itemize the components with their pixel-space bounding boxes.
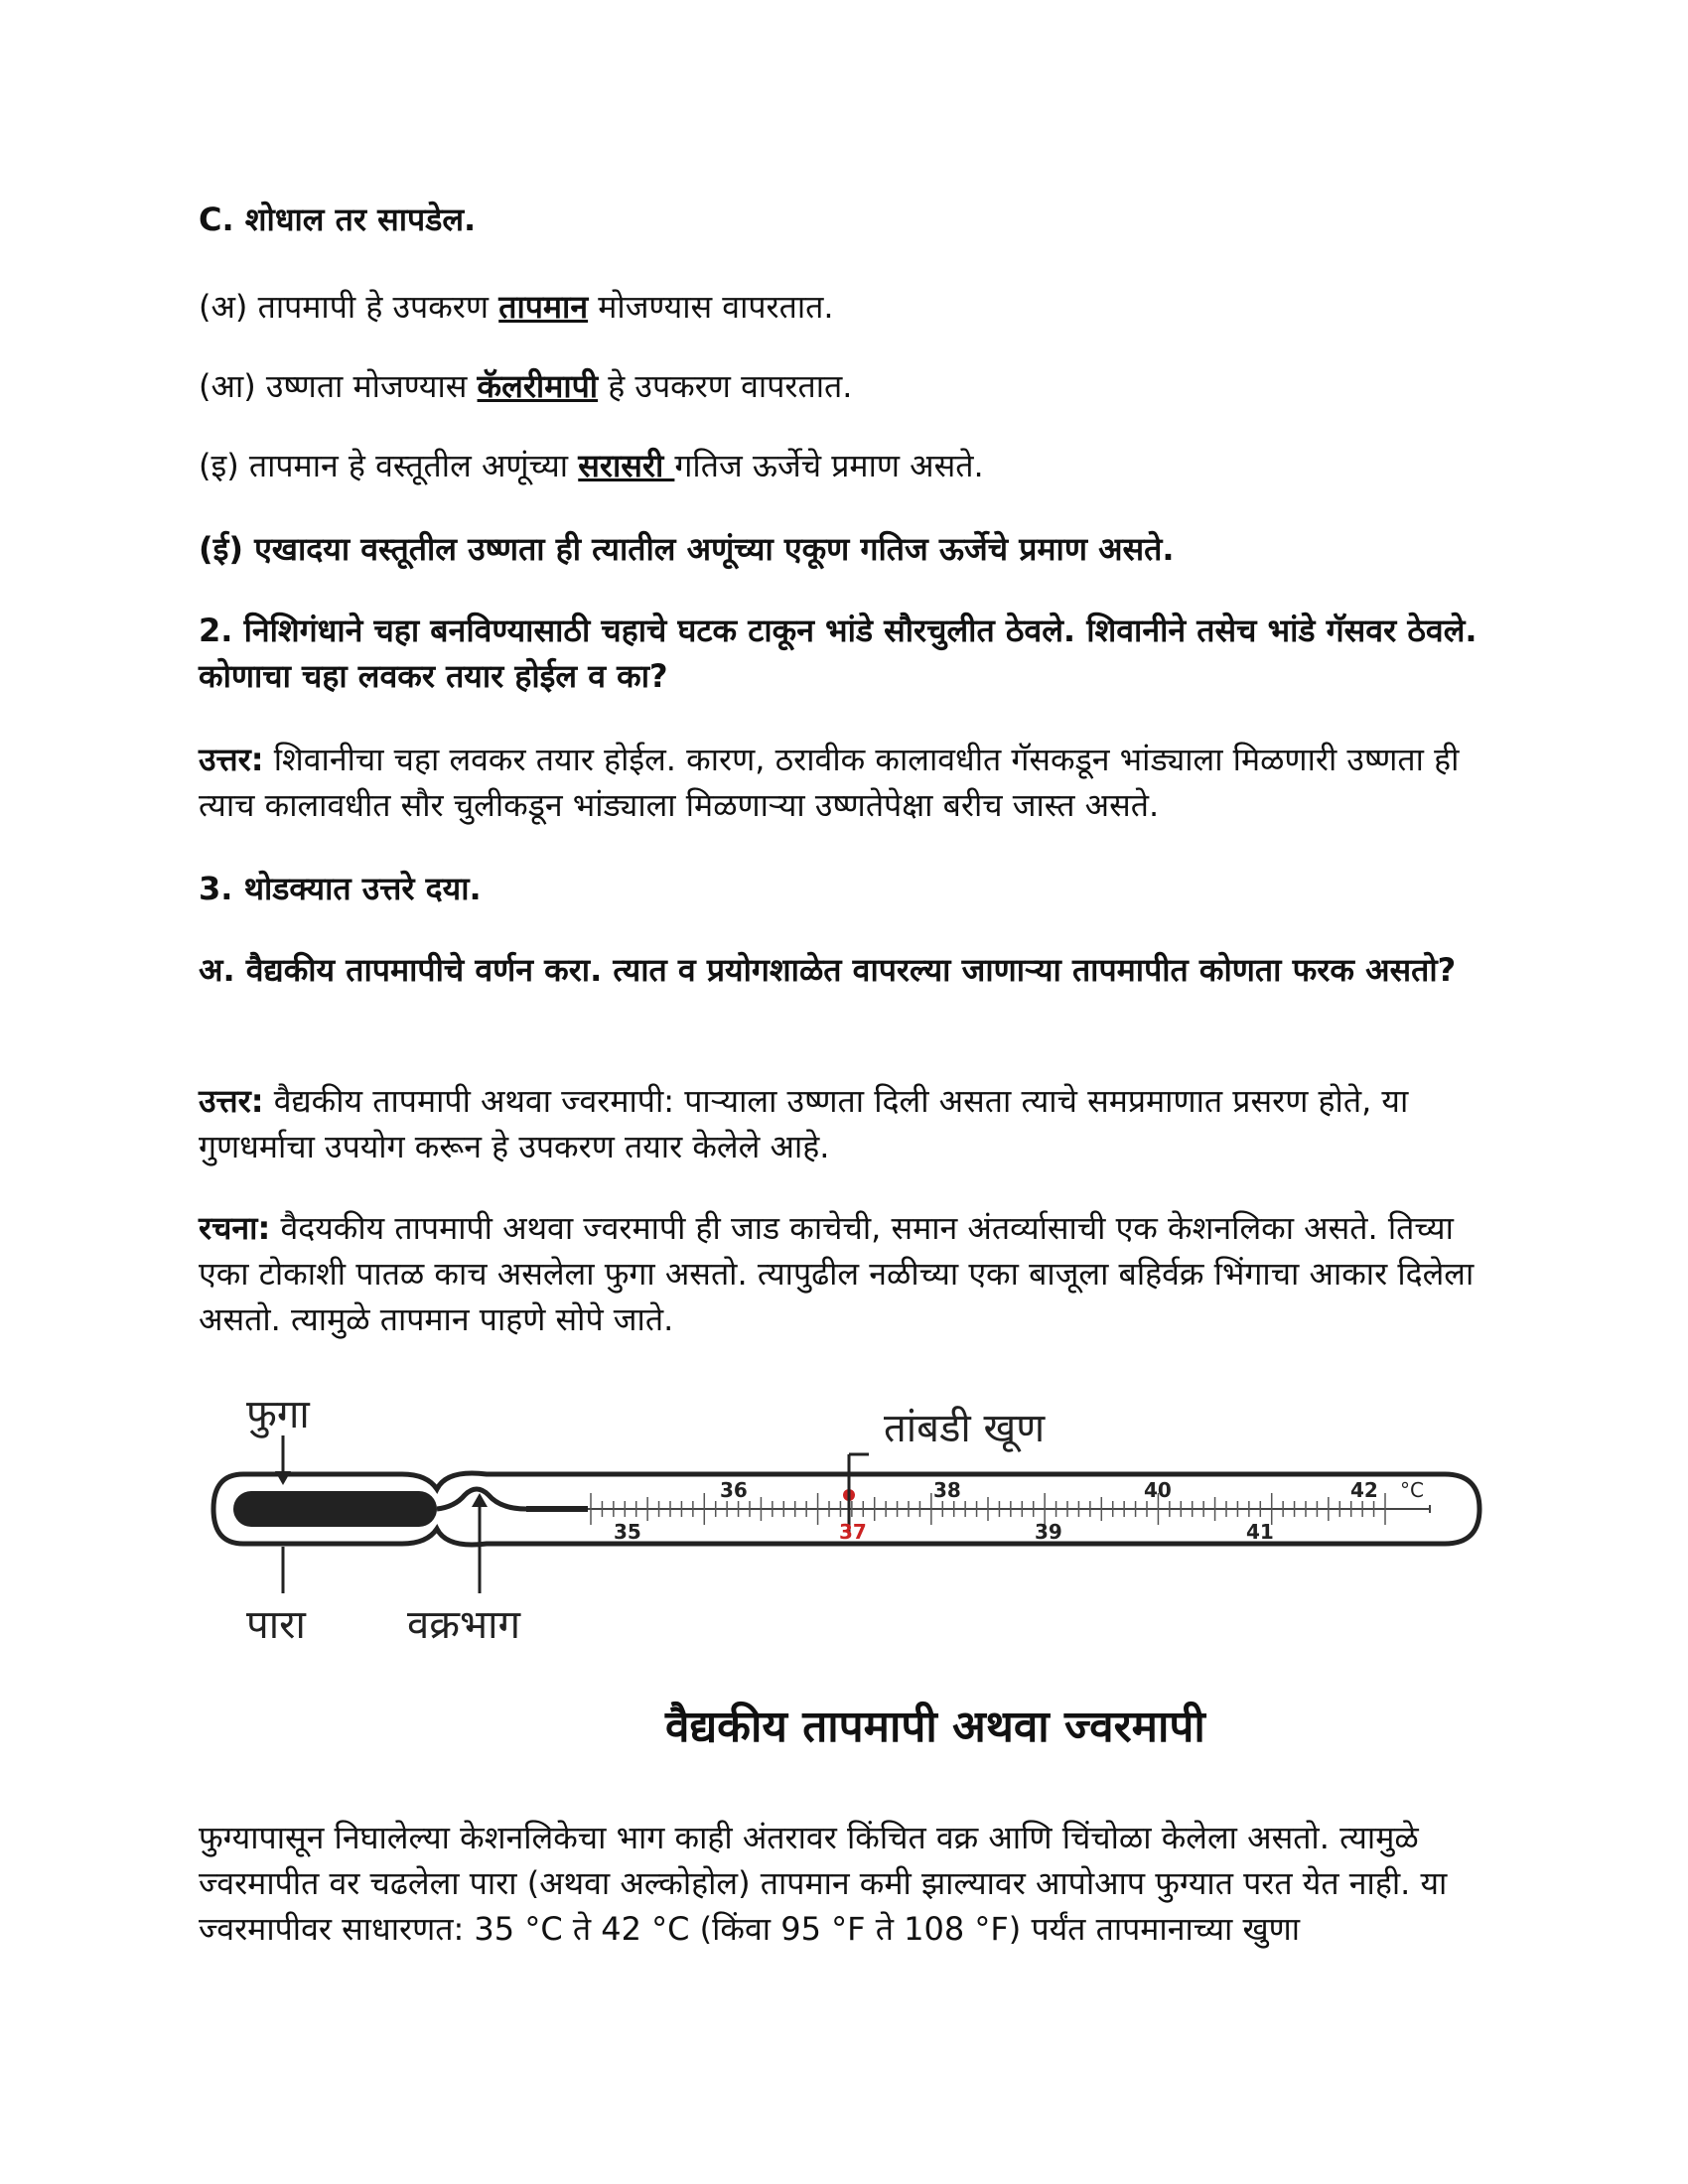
section-heading-c: C. शोधाल तर सापडेल. bbox=[199, 201, 477, 238]
fill-a-answer: तापमान bbox=[498, 288, 589, 326]
diagram-caption: वैद्यकीय तापमापी अथवा ज्वरमापी bbox=[665, 1702, 1205, 1752]
fill-i-prefix: (इ) तापमान हे वस्तूतील अणूंच्या bbox=[199, 447, 579, 484]
structure-label: रचना: bbox=[199, 1209, 271, 1247]
label-bulb: फुगा bbox=[246, 1392, 310, 1437]
tick-label-36: 36 bbox=[720, 1478, 748, 1502]
tick-label-42: 42 bbox=[1350, 1478, 1378, 1502]
answer-3a-text: वैद्यकीय तापमापी अथवा ज्वरमापी: पाऱ्याला उष्णता दिली असता त्याचे समप्रमाणात प्रसरण होते, या गुणधर्माचा उपयोग करून हे उपकरण तयार केलेले आहे. bbox=[199, 1082, 1409, 1165]
mercury-bulb bbox=[233, 1491, 437, 1527]
tick-label-35: 35 bbox=[614, 1520, 641, 1544]
answer-2 bbox=[199, 737, 1509, 828]
answer-2-label: उत्तर: bbox=[199, 741, 264, 778]
tick-label-37: 37 bbox=[839, 1520, 867, 1544]
fill-aa-prefix: (आ) उष्णता मोजण्यास bbox=[199, 367, 478, 405]
fill-blank-aa bbox=[199, 363, 1509, 409]
question-2: 2. निशिगंधाने चहा बनविण्यासाठी चहाचे घटक टाकून भांडे सौरचुलीत ठेवले. शिवानीने तसेच भांडे गॅसवर ठेवले. कोणाचा चहा लवकर तयार होईल व का? bbox=[199, 612, 1477, 695]
fill-blank-a bbox=[199, 284, 1509, 330]
structure-paragraph bbox=[199, 1205, 1509, 1342]
fill-a-suffix: मोजण्यास वापरतात. bbox=[588, 288, 834, 326]
fill-aa-answer: कॅलरीमापी bbox=[477, 367, 599, 405]
question-3a: अ. वैद्यकीय तापमापीचे वर्णन करा. त्यात व प्रयोगशाळेत वापरल्या जाणाऱ्या तापमापीत कोणता फरक असतो? bbox=[199, 951, 1457, 989]
label-red-mark: तांबडी खूण bbox=[884, 1406, 1046, 1451]
tick-label-39: 39 bbox=[1035, 1520, 1062, 1544]
label-constriction: वक्रभाग bbox=[407, 1602, 520, 1648]
tick-label-38: 38 bbox=[933, 1478, 961, 1502]
fill-a-prefix: (अ) तापमापी हे उपकरण bbox=[199, 288, 499, 326]
label-mercury: पारा bbox=[246, 1602, 306, 1648]
tick-label-41: 41 bbox=[1246, 1520, 1274, 1544]
fill-blank-ii: (ई) एखादया वस्तूतील उष्णता ही त्यातील अणूंच्या एकूण गतिज ऊर्जेचे प्रमाण असते. bbox=[199, 530, 1175, 568]
tick-label-40: 40 bbox=[1144, 1478, 1172, 1502]
question-3-heading: 3. थोडक्यात उत्तरे दया. bbox=[199, 870, 482, 907]
fill-blank-i bbox=[199, 443, 1509, 488]
answer-3a-label: उत्तर: bbox=[199, 1082, 264, 1120]
fill-i-suffix: गतिज ऊर्जेचे प्रमाण असते. bbox=[674, 447, 984, 484]
closing-paragraph: फुग्यापासून निघालेल्या केशनलिकेचा भाग काही अंतरावर किंचित वक्र आणि चिंचोळा केलेला असतो. त्यामुळे ज्वरमापीत वर चढलेला पारा (अथवा अल्कोहोल) तापमान कमी झाल्यावर आपोआप फुग्यात परत येत नाही. या ज्वरमापीवर साधारणत: 35 °C ते 42 °C (किंवा 95 °F ते 108 °F) पर्यंत तापमानाच्या खुणा bbox=[199, 1819, 1448, 1948]
answer-3a bbox=[199, 1078, 1509, 1169]
fill-i-answer: सरासरी bbox=[578, 447, 675, 484]
structure-text: वैदयकीय तापमापी अथवा ज्वरमापी ही जाड काचेची, समान अंतर्व्यासाची एक केशनलिका असते. तिच्या एका टोकाशी पातळ काच असलेला फुगा असतो. त्यापुढील नळीच्या एका बाजूला बहिर्वक्र भिंगाचा आकार दिलेला असतो. त्यामुळे तापमान पाहणे सोपे जाते. bbox=[199, 1209, 1475, 1338]
unit-label: °C bbox=[1400, 1478, 1424, 1502]
fill-aa-suffix: हे उपकरण वापरतात. bbox=[598, 367, 853, 405]
answer-2-text: शिवानीचा चहा लवकर तयार होईल. कारण, ठरावीक कालावधीत गॅसकडून भांड्याला मिळणारी उष्णता ही त्याच कालावधीत सौर चुलीकडून भांड्याला मिळणाऱ्या उष्णतेपेक्षा बरीच जास्त असते. bbox=[199, 741, 1460, 824]
